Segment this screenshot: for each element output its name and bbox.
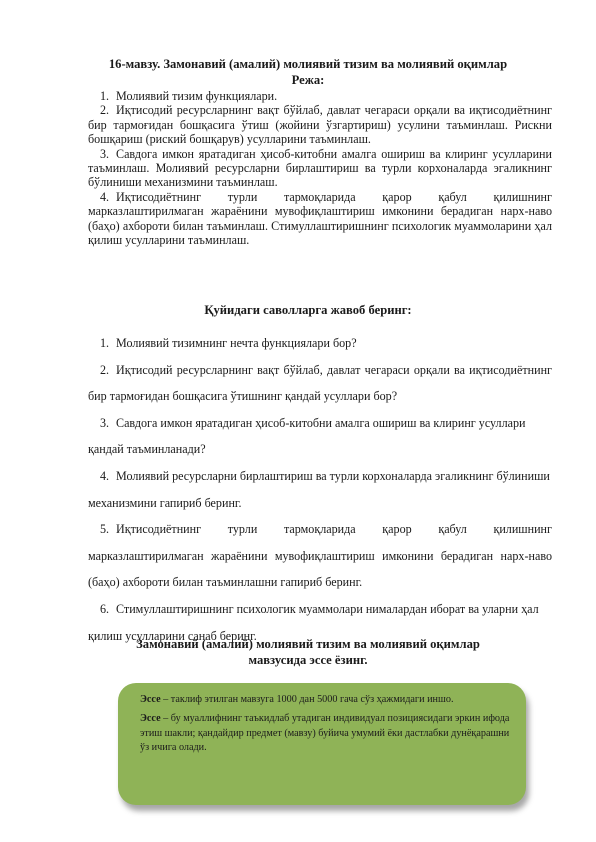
plan-list [88,89,552,247]
essay-definition-2: Эссе – бу муаллифнинг таъкидлаб утадиган индивидуал позициясидаги эркин ифода этиш шакли; қандайдир предмет (мавзу) буйича умумий ёки дастлабки дунёқарашни ўз ичига олади. [140,712,510,754]
essay-heading-line: мавзусида эссе ёзинг. [248,653,368,667]
essay-definition-1: Эссе – таклиф этилган мавзуга 1000 дан 5000 гача сўз ҳажмидаги иншо. [140,694,454,705]
question-item: 6. Стимуллаштиришнинг психологик муаммолари нималардан иборат ва уларни ҳал қилиш усулларини санаб беринг. [88,601,539,643]
plan-item: 1. Молиявий тизим функциялари. [100,89,278,103]
question-item: 5. Иқтисодиётнинг турли тармоқларида қарор қабул қилишнинг марказлаштирилмаган жараёнини мувофиқлаштириш имконини берадиган нарх-наво (баҳо) ахбороти билан таъминлашни гапириб беринг. [88,522,552,590]
question-item: 2. Иқтисодий ресурсларнинг вақт бўйлаб, давлат чегараси орқали ва иқтисодиётнинг бир тармоғидан бошқасига ўтишнинг қандай усуллари бор? [88,362,552,404]
essay-term: Эссе [140,712,161,724]
questions-list [88,330,552,649]
questions-heading: Қуйидаги саволларга жавоб беринг: [204,303,412,317]
question-item: 3. Савдога имкон яратадиган ҳисоб-китобни амалга ошириш ва клиринг усуллари қандай таъминланади? [88,415,526,457]
plan-heading: Режа: [291,73,325,87]
plan-item: 4. Иқтисодиётнинг турли тармоқларида қарор қабул қилишнинг марказлаштирилмаган жараёнини мувофиқлаштириш имконини берадиган нарх-наво (баҳо) ахбороти билан таъминлаш. Стимуллаштиришнинг психологик муаммоларини ҳал қилиш усулларини таъминлаш. [88,189,552,248]
lecture-title [88,56,528,88]
lecture-title-line: 16-мавзу. Замонавий (амалий) молиявий тизим ва молиявий оқимлар [108,57,508,71]
essay-heading-line: Замонавий (амалий) молиявий тизим ва молиявий оқимлар [136,637,480,651]
question-item: 1. Молиявий тизимнинг нечта функциялари бор? [100,336,357,350]
essay-definition-box [118,683,526,805]
essay-term: Эссе [140,694,161,705]
plan-item: 3. Савдога имкон яратадиган ҳисоб-китобни амалга ошириш ва клиринг усулларини таъминлаш. Молиявий ресурсларни бирлаштириш ва турли корхоналарда эгаликнинг бўлиниши механизмини таъминлаш. [88,146,552,190]
essay-heading [88,636,528,668]
question-item: 4. Молиявий ресурсларни бирлаштириш ва турли корхоналарда эгаликнинг бўлиниши механизмини гапириб беринг. [88,468,550,510]
plan-item: 2. Иқтисодий ресурсларнинг вақт бўйлаб, давлат чегараси орқали ва иқтисодиётнинг бир тармоғидан бошқасига ўтиш (жойини ўзгартириш) усулини таъминлаш. Рискни бошқариш (риский бошқарув) усулларини таъминлаш. [88,103,552,147]
